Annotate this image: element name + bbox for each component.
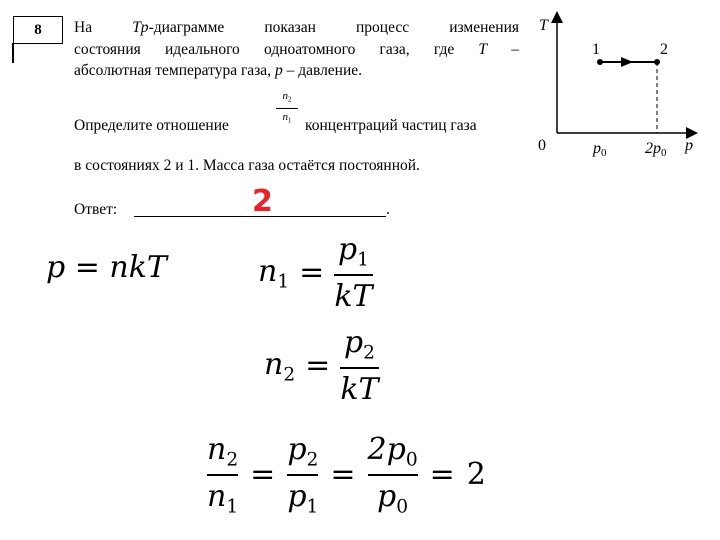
equation-ratio (207, 432, 486, 517)
ratio-num: n (282, 90, 289, 102)
n1-lhs: $n_1$ (258, 253, 290, 292)
problem-line-2 (74, 40, 519, 60)
problem-line-3 (74, 61, 519, 81)
answer-label: Ответ: (74, 201, 118, 218)
equals-sign: = (330, 457, 356, 492)
ratio-den: n (282, 111, 289, 124)
symbol-T: T (478, 41, 488, 58)
ratio-den-sub: 1 (288, 117, 292, 125)
text-fragment: абсолютная температура газа, (74, 62, 275, 79)
text-fragment: -диаграмме показан процесс изменения (148, 19, 519, 36)
n2-fraction: $\frac{p_2}{kT}$ (340, 325, 379, 407)
equation-n2 (264, 325, 379, 407)
ratio-n: $\frac{n_2}{n_1}$ (207, 432, 239, 517)
point-2-label: 2 (660, 41, 668, 58)
equals-sign: = (299, 255, 325, 291)
tp-diagram (525, 0, 720, 170)
text-fragment: состояния идеального одноатомного газа, где (74, 41, 479, 58)
problem-line-4a: Определите отношение (74, 117, 229, 134)
tick-2p0: 2p0 (645, 140, 667, 159)
point-1 (597, 59, 603, 65)
fraction-bar (276, 108, 298, 109)
equation-n1 (258, 232, 373, 314)
ratio-p: $\frac{p_2}{p_1}$ (287, 432, 319, 517)
equation-state: p = nkT (46, 250, 167, 285)
tick-p0: p0 (593, 140, 607, 159)
problem-line-5: в состояниях 2 и 1. Масса газа остаётся постоянной. (74, 157, 420, 174)
ratio-num-sub: 2 (288, 96, 292, 104)
process-arrow-icon (621, 57, 633, 67)
problem-line-1 (74, 18, 519, 38)
ratio-result: 2 (466, 457, 486, 492)
equals-sign: = (250, 457, 276, 492)
origin-label: 0 (538, 137, 546, 154)
point-2 (654, 59, 660, 65)
equals-sign: = (429, 457, 455, 492)
text-fragment: На (74, 19, 133, 36)
symbol-p: p (274, 62, 283, 79)
n2-lhs: $n_2$ (264, 346, 296, 385)
y-axis-label: T (539, 17, 548, 34)
ratio-2p0: $\frac{2p_0}{p_0}$ (367, 432, 418, 517)
answer-value: 2 (252, 184, 273, 219)
answer-period: . (386, 201, 390, 218)
equals-sign: = (305, 348, 331, 384)
x-axis-label: p (685, 137, 693, 154)
problem-line-4b: концентраций частиц газа (305, 117, 477, 134)
ratio-fraction-small (276, 90, 298, 128)
text-fragment: – давление. (282, 62, 363, 79)
n1-fraction: $\frac{p_1}{kT}$ (334, 232, 373, 314)
diagram-name: Tp (132, 19, 149, 36)
point-1-label: 1 (592, 41, 600, 58)
problem-number: 8 (13, 16, 63, 44)
text-fragment: – (487, 41, 520, 58)
